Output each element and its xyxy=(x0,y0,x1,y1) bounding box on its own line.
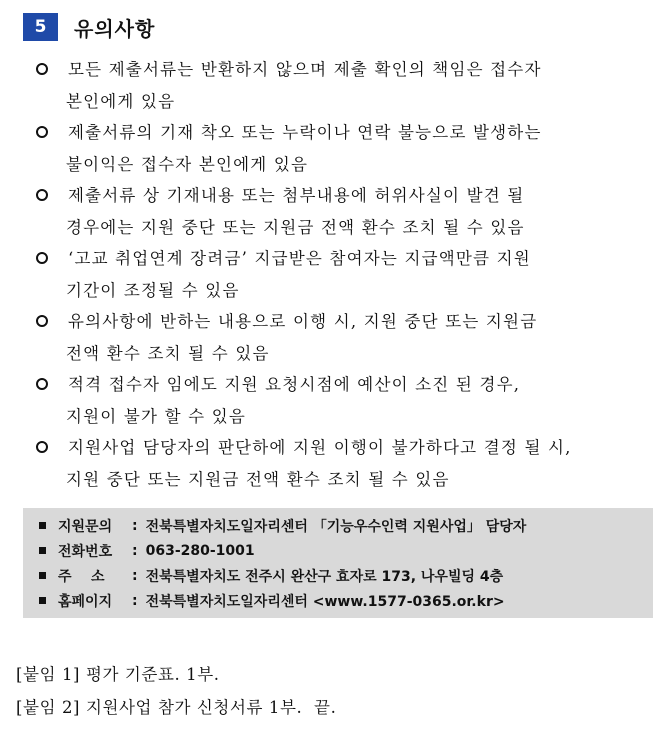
notice-text-continued: 전액 환수 조치 될 수 있음 xyxy=(66,343,270,363)
notice-item xyxy=(36,183,656,246)
notice-text-continued: 지원이 불가 할 수 있음 xyxy=(66,406,247,426)
square-bullet-icon xyxy=(39,572,46,579)
contact-label: 지원문의 xyxy=(58,518,113,535)
square-bullet-icon xyxy=(39,597,46,604)
contact-row-homepage xyxy=(39,588,653,613)
square-bullet-icon xyxy=(39,547,46,554)
circle-bullet-icon xyxy=(36,63,48,75)
square-bullet-icon xyxy=(39,522,46,529)
notice-text-continued: 기간이 조정될 수 있음 xyxy=(66,280,240,300)
contact-separator: : xyxy=(132,592,138,609)
notice-text: 지원사업 담당자의 판단하에 지원 이행이 불가하다고 결정 될 시, xyxy=(68,438,572,457)
contact-homepage-url[interactable]: 전북특별자치도일자리센터 <www.1577-0365.or.kr> xyxy=(145,593,505,610)
section-number-badge: 5 xyxy=(23,13,58,41)
notice-text-continued: 경우에는 지원 중단 또는 지원금 전액 환수 조치 될 수 있음 xyxy=(66,217,525,237)
notice-item xyxy=(36,120,656,183)
notice-item xyxy=(36,435,656,498)
notice-item xyxy=(36,309,656,372)
contact-info-box xyxy=(23,508,653,618)
contact-value: 063-280-1001 xyxy=(145,542,255,559)
notice-text-continued: 불이익은 접수자 본인에게 있음 xyxy=(66,154,309,174)
circle-bullet-icon xyxy=(36,126,48,138)
contact-label: 전화번호 xyxy=(58,543,113,560)
notice-text: 유의사항에 반하는 내용으로 이행 시, 지원 중단 또는 지원금 xyxy=(68,312,538,331)
notice-text: ‘고교 취업연계 장려금’ 지급받은 참여자는 지급액만큼 지원 xyxy=(68,249,531,268)
contact-separator: : xyxy=(132,517,138,534)
notice-list xyxy=(36,57,656,498)
contact-separator: : xyxy=(132,542,138,559)
notice-item xyxy=(36,372,656,435)
attachment-item: [붙임 1] 평가 기준표. 1부. xyxy=(16,665,220,684)
attachment-item: [붙임 2] 지원사업 참가 신청서류 1부. 끝. xyxy=(16,698,337,717)
notice-item xyxy=(36,57,656,120)
circle-bullet-icon xyxy=(36,252,48,264)
circle-bullet-icon xyxy=(36,441,48,453)
contact-row-address xyxy=(39,563,653,588)
contact-row-inquiry xyxy=(39,513,653,538)
notice-item xyxy=(36,246,656,309)
contact-separator: : xyxy=(132,567,138,584)
notice-text-continued: 지원 중단 또는 지원금 전액 환수 조치 될 수 있음 xyxy=(66,469,450,489)
attachments-list xyxy=(16,662,336,728)
notice-text: 제출서류의 기재 착오 또는 누락이나 연락 불능으로 발생하는 xyxy=(68,123,542,142)
contact-row-phone xyxy=(39,538,653,563)
contact-value: 전북특별자치도 전주시 완산구 효자로 173, 나우빌딩 4층 xyxy=(145,568,504,585)
circle-bullet-icon xyxy=(36,315,48,327)
contact-label: 홈페이지 xyxy=(58,593,113,610)
notice-text-continued: 본인에게 있음 xyxy=(66,91,176,111)
circle-bullet-icon xyxy=(36,189,48,201)
notice-text: 적격 접수자 임에도 지원 요청시점에 예산이 소진 된 경우, xyxy=(68,375,521,394)
contact-value: 전북특별자치도일자리센터 「기능우수인력 지원사업」 담당자 xyxy=(145,518,527,535)
notice-text: 제출서류 상 기재내용 또는 첨부내용에 허위사실이 발견 될 xyxy=(68,186,525,205)
notice-text: 모든 제출서류는 반환하지 않으며 제출 확인의 책임은 접수자 xyxy=(68,60,542,79)
circle-bullet-icon xyxy=(36,378,48,390)
contact-label: 주 소 xyxy=(58,568,105,585)
section-header xyxy=(23,13,155,41)
section-title: 유의사항 xyxy=(74,16,156,41)
